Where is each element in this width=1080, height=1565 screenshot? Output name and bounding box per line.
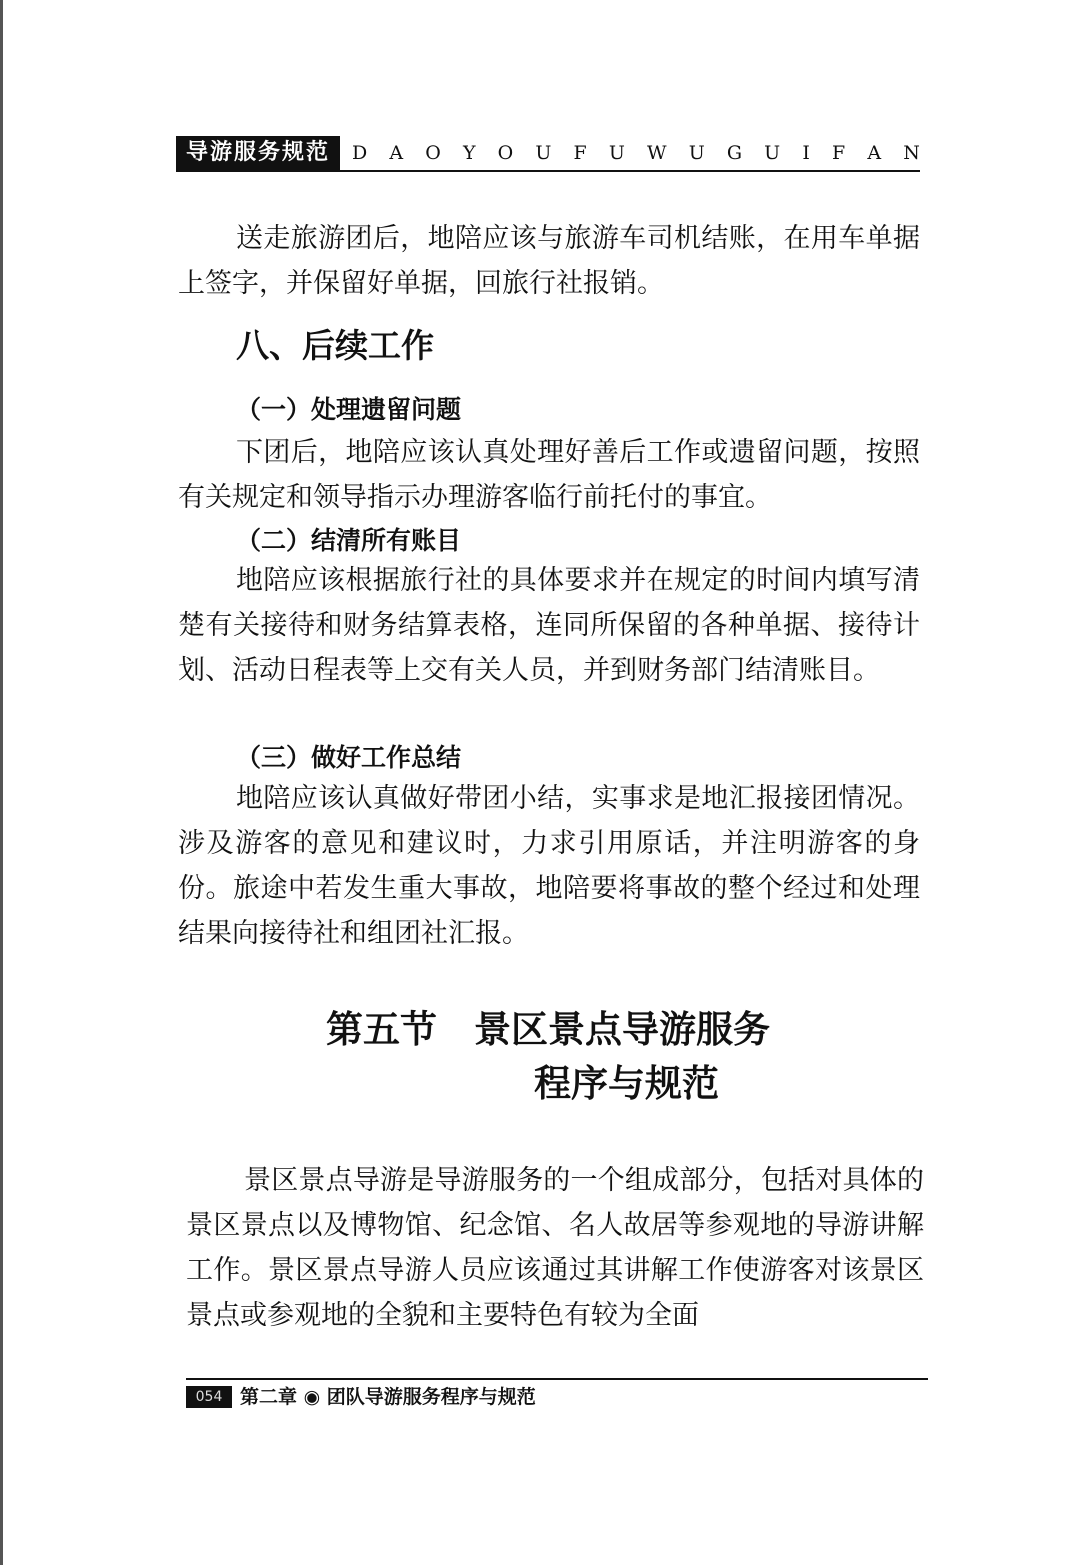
- paragraph-settle-accounts: 地陪应该根据旅行社的具体要求并在规定的时间内填写清楚有关接待和财务结算表格，连同所保留的各种单据、接待计划、活动日程表等上交有关人员，并到财务部门结清账目。: [178, 565, 920, 686]
- section-title-line2: 程序与规范: [534, 1061, 719, 1105]
- pinyin-letter: U: [764, 142, 781, 164]
- paragraph-leftover-issues: 下团后，地陪应该认真处理好善后工作或遗留问题，按照有关规定和领导指示办理游客临行前托付的事宜。: [178, 437, 920, 513]
- running-header: [176, 136, 920, 170]
- heading-follow-up-work: 八、后续工作: [236, 326, 434, 365]
- paragraph-work-summary: 地陪应该认真做好带团小结，实事求是地汇报接团情况。涉及游客的意见和建议时，力求引用原话，并注明游客的身份。旅途中若发生重大事故，地陪要将事故的整个经过和处理结果向接待社和组团社汇报。: [178, 783, 920, 949]
- subheading-settle-accounts: （二）结清所有账目: [236, 526, 462, 555]
- pinyin-letter: D: [352, 142, 368, 164]
- pinyin-letter: W: [647, 142, 667, 164]
- section-title-line1: 第五节 景区景点导游服务: [326, 1007, 770, 1051]
- subheading-work-summary: （三）做好工作总结: [236, 743, 462, 772]
- header-divider: [176, 170, 920, 172]
- pinyin-letter: A: [867, 142, 882, 164]
- pinyin-letter: G: [726, 142, 743, 164]
- pinyin-letter: O: [497, 142, 514, 164]
- pinyin-letter: N: [903, 142, 920, 164]
- pinyin-letter: U: [608, 142, 625, 164]
- chapter-title: 第二章 ◉ 团队导游服务程序与规范: [240, 1386, 536, 1408]
- page-number: 054: [186, 1386, 232, 1408]
- book-title-pinyin: [352, 136, 920, 170]
- pinyin-letter: Y: [462, 142, 476, 164]
- page-edge: [0, 0, 3, 1565]
- book-title-box: 导游服务规范: [176, 136, 340, 170]
- running-footer: [186, 1378, 928, 1410]
- pinyin-letter: U: [535, 142, 552, 164]
- paragraph-scenic-guiding: 景区景点导游是导游服务的一个组成部分，包括对具体的景区景点以及博物馆、纪念馆、名人故居等参观地的导游讲解工作。景区景点导游人员应该通过其讲解工作使游客对该景区景点或参观地的全貌和主要特色有较为全面: [186, 1165, 924, 1331]
- pinyin-letter: F: [831, 142, 846, 164]
- pinyin-letter: U: [688, 142, 705, 164]
- subheading-leftover-issues: （一）处理遗留问题: [236, 395, 462, 424]
- pinyin-letter: O: [425, 142, 441, 164]
- pinyin-letter: F: [573, 142, 587, 164]
- pinyin-letter: A: [389, 142, 404, 164]
- paragraph-settlement: 送走旅游团后，地陪应该与旅游车司机结账，在用车单据上签字，并保留好单据，回旅行社报销。: [178, 223, 920, 299]
- section-title: [326, 1002, 926, 1110]
- footer-divider: [186, 1378, 928, 1380]
- pinyin-letter: I: [802, 142, 810, 164]
